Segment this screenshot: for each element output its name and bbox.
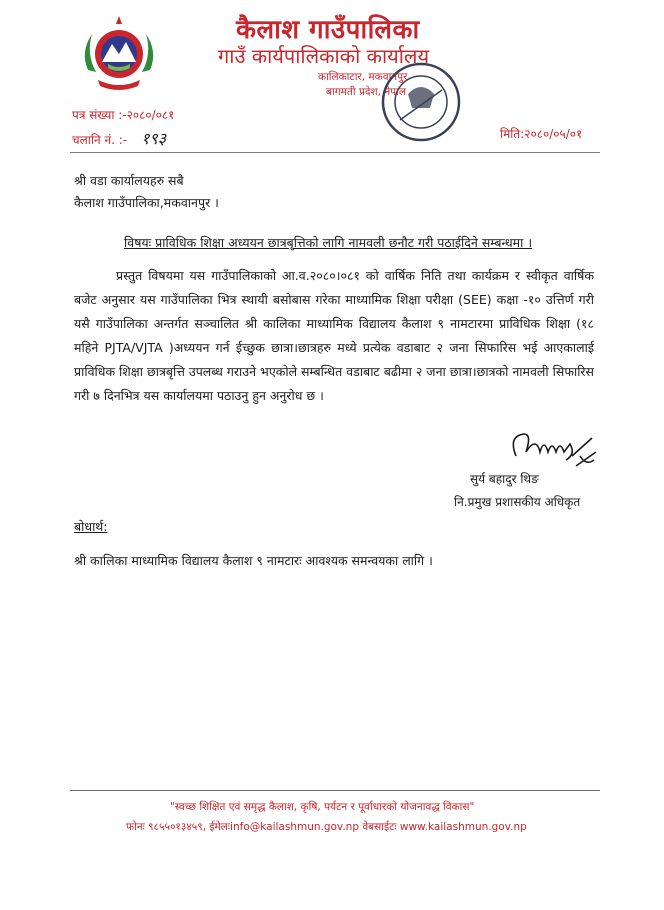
cc-line: श्री कालिका माध्यामिक विद्यालय कैलाश ९ नामटारः आवश्यक समन्वयका लागि । — [74, 553, 433, 568]
signatory-name: सुर्य बहादुर थिङ — [470, 472, 539, 486]
letter-body: प्रस्तुत विषयमा यस गाउँपालिकाको आ.व.२०८०।०८१ को वार्षिक निति तथा कार्यक्रम र स्वीकृत वार्षिक बजेट अनुसार यस गाउँपालिका भित्र स्थायी बसोबास गरेका माध्यामिक शिक्षा परीक्षा (SEE) कक्षा -१० उत्तिर्ण गरी यसै गाउँपालिका अन्तर्गत सञ्चालित श्री कालिका माध्यामिक विद्यालय कैलाश ९ नामटारमा प्राविधिक शिक्षा (१८ महिने PJTA/VJTA )अध्ययन गर्न ईच्छुक छात्रा।छात्रहरु मध्ये प्रत्येक वडाबाट २ जना सिफारिस भई आएकालाई प्राविधिक शिक्षा छात्रबृत्ति उपलब्ध गराउने भएकोले सम्बन्धित वडाबाट बढीमा २ जना छात्रा।छात्रको नामवली सिफारिस गरी ७ दिनभित्र यस कार्यालयमा पठाउनु हुन अनुरोध छ । — [74, 268, 594, 403]
recipient-line-2: कैलाश गाउँपालिका,मकवानपुर । — [74, 195, 219, 210]
reference-label: पत्र संख्या :- — [72, 108, 127, 122]
letter-date — [500, 125, 582, 142]
date-label: मिति: — [500, 127, 525, 141]
dispatch-value: १९३ — [141, 129, 167, 148]
nepal-emblem-icon — [78, 14, 160, 94]
dispatch-number — [72, 127, 166, 149]
signature-icon — [506, 426, 602, 470]
address-line-2: बागमती प्रदेश, नेपाल — [326, 86, 406, 98]
recipient-line-1: श्री वडा कार्यालयहरु सबै — [74, 173, 184, 188]
footer-motto: "स्वच्छ शिक्षित एवं समृद्ध कैलाश, कृषि, पर्यटन र पूर्वाधारको योजनावद्ध विकास" — [170, 801, 475, 813]
signatory-designation: नि.प्रमुख प्रशासकीय अधिकृत — [454, 495, 581, 509]
address-line-1: कालिकाटार, मकवानपुर — [318, 71, 408, 83]
footer-divider — [70, 790, 600, 791]
office-title: कैलाश गाउँपालिका — [236, 15, 420, 45]
dispatch-label: चलानि नं. :- — [72, 133, 128, 147]
reference-number — [72, 106, 174, 123]
footer-contact: फोनः ९८५५०१३४५९, ईमेलःinfo@kailashmun.gov.np वेबसाईटः www.kailashmun.gov.np — [126, 821, 527, 833]
date-value: २०८०/०५/०१ — [524, 127, 583, 141]
office-subtitle: गाउँ कार्यपालिकाको कार्यालय — [218, 44, 430, 68]
header-divider — [70, 152, 600, 153]
office-stamp-icon — [378, 60, 464, 144]
reference-value: २०८०/०८१ — [126, 108, 175, 122]
subject-line: विषयः प्राविधिक शिक्षा अध्ययन छात्रबृत्तिको लागि नामवली छनौट गरी पठाईदिने सम्बन्धमा । — [124, 235, 533, 250]
cc-heading: बोधार्थ: — [74, 519, 108, 534]
